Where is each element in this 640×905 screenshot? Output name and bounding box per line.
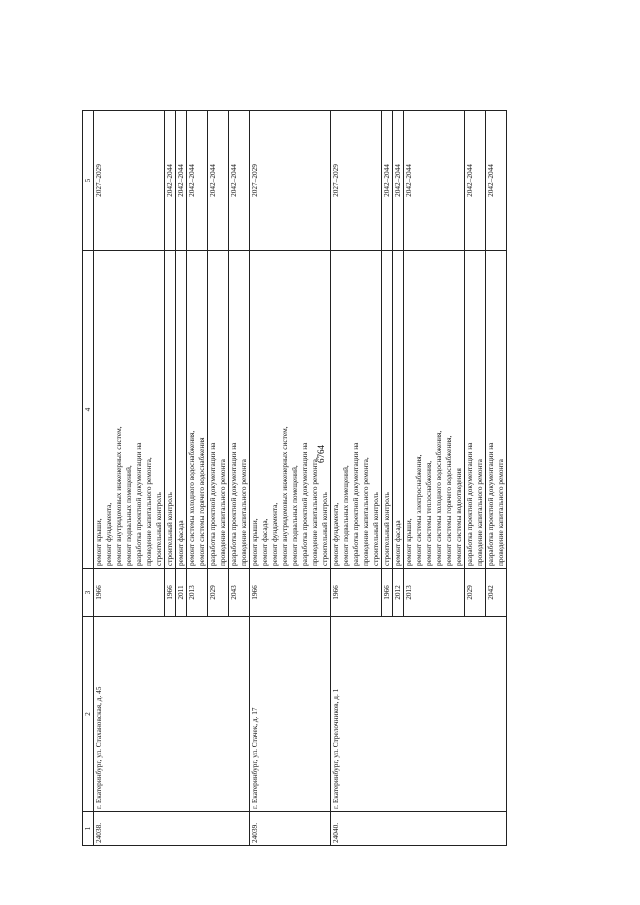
repair-work-item: разработка проектной документации на <box>208 442 217 566</box>
repair-work-item: ремонт подвальных помещений, <box>290 465 299 566</box>
repair-work-item: разработка проектной документации на <box>486 442 495 566</box>
repair-work-item: строительный контроль <box>371 492 380 566</box>
repair-work-list <box>486 251 507 569</box>
repair-work-list <box>165 251 176 569</box>
repair-work-item: строительный контроль <box>382 492 391 566</box>
header-col-1: 1 <box>83 812 94 846</box>
repair-work-list <box>250 251 331 569</box>
header-col-5: 5 <box>83 111 94 251</box>
repair-term: 2027–2029 <box>331 111 382 251</box>
repair-year: 1966 <box>94 569 165 617</box>
repair-work-list <box>393 251 404 569</box>
header-col-3: 3 <box>83 569 94 617</box>
repair-work-item: проведение капитального ремонта <box>496 459 505 566</box>
repair-work-item: ремонт системы холодного водоснабжения, <box>434 430 443 566</box>
entry-address: г. Екатеринбург, ул. Стрелочников, д. 1 <box>331 617 507 812</box>
header-col-4: 4 <box>83 251 94 569</box>
repair-year: 1966 <box>250 569 331 617</box>
rotated-table-sheet <box>82 111 567 846</box>
repair-term: 2042–2044 <box>165 111 176 251</box>
repair-work-item: строительный контроль <box>165 492 174 566</box>
repair-work-item: строительный контроль <box>320 492 329 566</box>
repair-work-item: проведение капитального ремонта, <box>310 457 319 566</box>
repair-work-item: ремонт фундамента, <box>331 502 340 566</box>
entry-number: 24040. <box>331 812 507 846</box>
repair-year: 2043 <box>229 569 250 617</box>
repair-work-item: ремонт системы горячего водоснабжения <box>197 437 206 566</box>
repair-work-item: разработка проектной документации на <box>300 442 309 566</box>
repair-term: 2042–2044 <box>187 111 208 251</box>
repair-work-item: ремонт фасада <box>393 520 402 566</box>
table-row <box>94 111 165 846</box>
repair-term: 2027–2029 <box>250 111 331 251</box>
repair-work-item: ремонт фасада <box>176 520 185 566</box>
repair-work-item: ремонт крыши, <box>250 518 259 566</box>
repair-work-item: проведение капитального ремонта <box>218 459 227 566</box>
entry-address: г. Екатеринбург, ул. Стахановская, д. 45 <box>94 617 250 812</box>
repair-year: 2029 <box>208 569 229 617</box>
repair-year: 2042 <box>486 569 507 617</box>
repair-work-list <box>176 251 187 569</box>
repair-work-item: разработка проектной документации на <box>134 442 143 566</box>
repair-term: 2042–2044 <box>176 111 187 251</box>
entry-number: 24039. <box>250 812 331 846</box>
repair-term: 2042–2044 <box>465 111 486 251</box>
repair-work-list <box>229 251 250 569</box>
repair-work-item: ремонт внутридомовых инженерных систем, <box>280 426 289 566</box>
repair-term: 2042–2044 <box>229 111 250 251</box>
repair-term: 2042–2044 <box>208 111 229 251</box>
header-row <box>83 111 94 846</box>
repair-work-list <box>187 251 208 569</box>
repair-work-item: ремонт фундамента, <box>104 502 113 566</box>
repair-work-item: разработка проектной документации на <box>351 442 360 566</box>
repair-year: 2013 <box>187 569 208 617</box>
table-row <box>250 111 331 846</box>
table-row <box>331 111 382 846</box>
header-col-2: 2 <box>83 617 94 812</box>
repair-work-item: ремонт крыши, <box>94 518 103 566</box>
repair-work-item: разработка проектной документации на <box>465 442 474 566</box>
repair-work-item: проведение капитального ремонта, <box>361 457 370 566</box>
capital-repair-table <box>82 110 507 846</box>
repair-work-list <box>465 251 486 569</box>
repair-term: 2042–2044 <box>393 111 404 251</box>
repair-year: 2029 <box>465 569 486 617</box>
repair-work-item: ремонт системы холодного водоснабжения, <box>187 430 196 566</box>
table-body <box>94 111 507 846</box>
repair-term: 2042–2044 <box>404 111 465 251</box>
repair-term: 2042–2044 <box>486 111 507 251</box>
repair-year: 1966 <box>331 569 382 617</box>
repair-work-item: проведение капитального ремонта <box>239 459 248 566</box>
repair-work-item: ремонт системы теплоснабжения, <box>424 460 433 566</box>
repair-work-item: строительный контроль <box>154 492 163 566</box>
repair-work-list <box>208 251 229 569</box>
entry-number: 24038. <box>94 812 250 846</box>
repair-work-item: ремонт подвальных помещений, <box>124 465 133 566</box>
repair-work-item: проведение капитального ремонта, <box>144 457 153 566</box>
repair-work-item: ремонт системы водоотведения <box>454 468 463 566</box>
repair-work-item: ремонт системы горячего водоснабжения, <box>444 435 453 566</box>
page-number: 6764 <box>316 445 326 463</box>
repair-work-list <box>382 251 393 569</box>
repair-year: 2011 <box>176 569 187 617</box>
repair-year: 1966 <box>165 569 176 617</box>
repair-year: 2012 <box>393 569 404 617</box>
repair-term: 2042–2044 <box>382 111 393 251</box>
repair-work-item: проведение капитального ремонта <box>475 459 484 566</box>
entry-address: г. Екатеринбург, ул. Стачек, д. 17 <box>250 617 331 812</box>
repair-work-item: ремонт внутридомовых инженерных систем, <box>114 426 123 566</box>
repair-work-list <box>331 251 382 569</box>
repair-term: 2027–2029 <box>94 111 165 251</box>
repair-work-item: ремонт крыши, <box>404 518 413 566</box>
repair-year: 2013 <box>404 569 465 617</box>
repair-year: 1966 <box>382 569 393 617</box>
repair-work-item: ремонт фасада, <box>260 518 269 566</box>
repair-work-item: ремонт подвальных помещений, <box>341 465 350 566</box>
repair-work-item: ремонт системы электроснабжения, <box>414 454 423 566</box>
repair-work-item: ремонт фундамента, <box>270 502 279 566</box>
repair-work-item: разработка проектной документации на <box>229 442 238 566</box>
repair-work-list <box>94 251 165 569</box>
repair-work-list <box>404 251 465 569</box>
